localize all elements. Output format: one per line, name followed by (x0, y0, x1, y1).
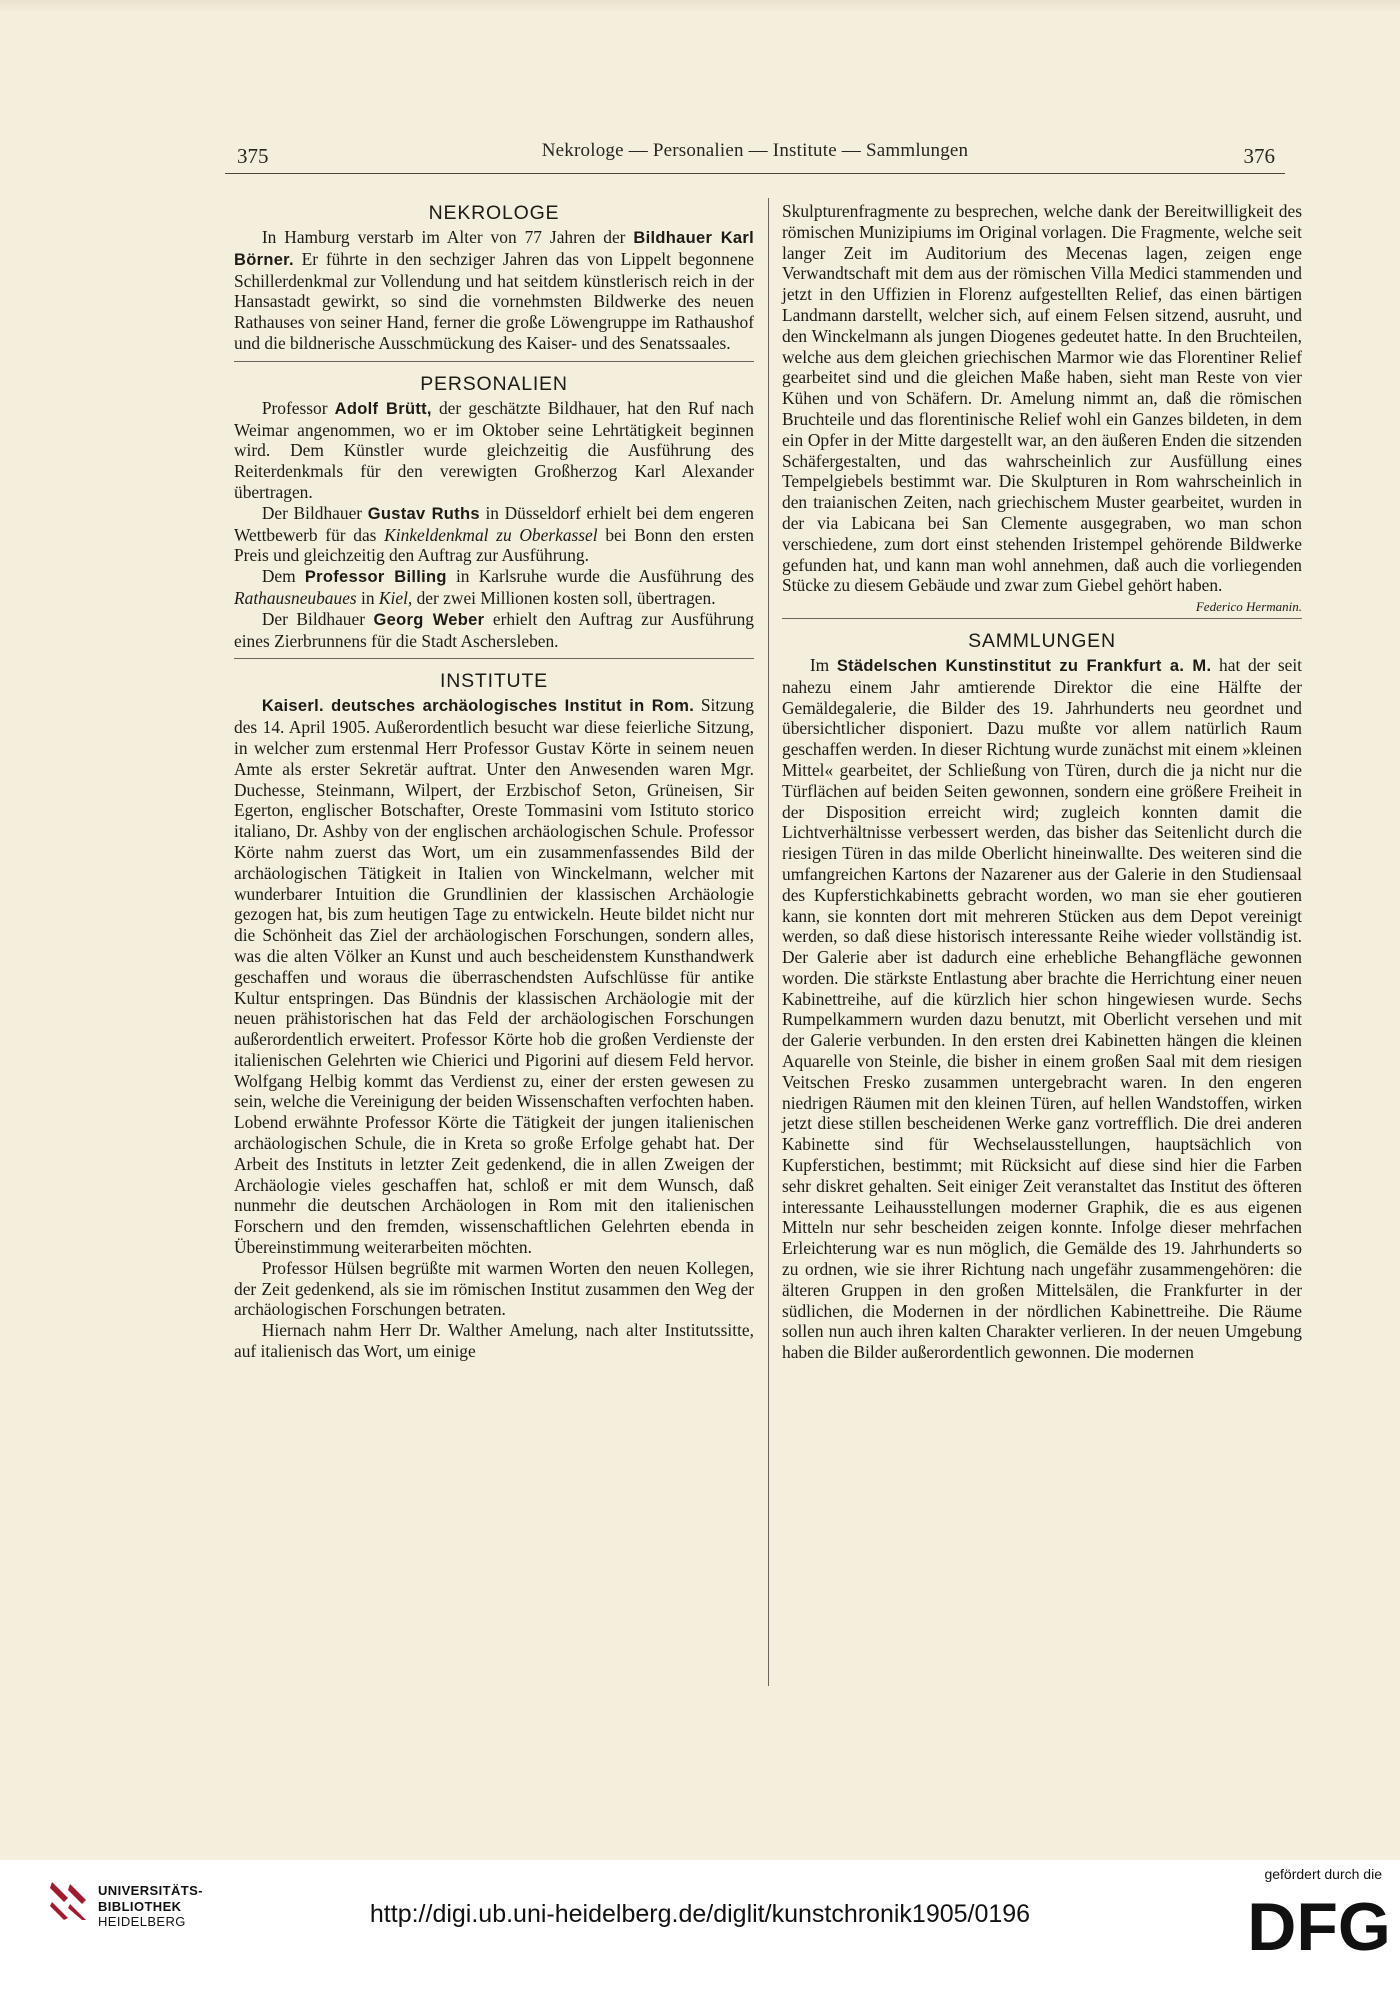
nekrologe-paragraph (234, 227, 754, 354)
right-column (782, 201, 1302, 1363)
person-name: Gustav Ruths (367, 504, 480, 523)
running-header (225, 138, 1285, 174)
sammlungen-paragraph (782, 655, 1302, 1363)
section-rule (234, 658, 754, 659)
column-divider (768, 198, 769, 1686)
text-run: Skulpturenfragmente zu besprechen, welche dank der Bereitwilligkeit des römischen Munizipiums im Original vorlagen. Die Fragmente, welche seit langer Zeit im Auditorium des Mecenas lagen, zeigen enge Verwandtschaft mit dem aus der römischen Villa Medici stammenden und jetzt in den Uffizien in Florenz aufgestellten Relief, das einen bärtigen Landmann darstellt, welcher sich, auf einem Felsen sitzend, ausruht, und den Winckelmann als jungen Diogenes gedeutet hatte. In den Bruchteilen, welche aus dem gleichen griechischen Marmor wie das Florentiner Relief gearbeitet sind und die gleichen Maße haben, sieht man Reste von vier Kühen und von Schäfern. Dr. Amelung nimmt an, daß die römischen Bruchteile und das florentinische Relief wohl ein Ganzes bildeten, in dem ein Opfer in der Mitte dargestellt war, an den äußeren Enden die sitzenden Schäfergestalten, und das wahrscheinlich zur Ausfüllung eines Tempelgiebels bestimmt war. Die Skulpturen in Rom wahrscheinlich in den traianischen Zeiten, nach griechischem Muster gearbeitet, wurden in der via Labicana bei San Clemente ausgegraben, wo man schon verschiedene, zum dort einst stehenden Iristempel gehörende Bildwerke gefunden hat, und kann man wohl annehmen, daß auch die vorliegenden Stücke zu diesem Gebäude und zwar zum Giebel gehört haben. (782, 201, 1302, 596)
header-rule (225, 173, 1285, 174)
text-run: der geschätzte Bildhauer, hat den Ruf nach Weimar angenommen, wo er im Oktober seine Lehrtätigkeit beginnen wird. Dem Künstler wurde gleichzeitig die Ausführung des Reiterdenkmals für den verewigten Großherzog Karl Alexander übertragen. (234, 397, 754, 502)
text-run: in Karlsruhe wurde die Ausführung des (446, 566, 755, 587)
dfg-logo-icon (1247, 1886, 1391, 1965)
person-name: Bildhauer Karl Börner. (234, 229, 754, 269)
page-edge-shadow (0, 0, 1400, 12)
personalien-paragraph-3 (234, 566, 754, 609)
text-run: erhielt den Auftrag zur Ausführung eines Zierbrunnens für die Stadt Aschersleben. (234, 608, 754, 651)
text-run: bei Bonn den ersten Preis und gleichzeitig den Auftrag zur Ausführung. (234, 524, 754, 566)
section-heading-personalien: PERSONALIEN (420, 372, 568, 395)
text-run: in (356, 587, 379, 608)
page-number-right: 376 (1243, 144, 1275, 168)
text-run: Im (809, 654, 837, 675)
section-heading-nekrologe: NEKROLOGE (428, 202, 560, 224)
person-name: Professor Billing (304, 568, 447, 587)
personalien-paragraph-2 (234, 503, 754, 566)
person-name: Georg Weber (373, 610, 485, 629)
text-run: hat der seit nahezu einem Jahr amtierende Direktor die eine Hälfte der Gemäldegalerie, die Bilder des 19. Jahrhunderts neu geordnet und übersichtlicher disponiert. Dazu mußte vor allem natürlich Raum geschaffen werden. In dieser Richtung wurde zunächst mit einem »kleinen Mittel« gearbeitet, der Schließung von Türen, durch die ja nicht nur die Türflächen auf beiden Seiten gewonnen, sondern eine größere Freiheit in der Disposition erreicht wird; zugleich konnten damit die Lichtverhältnisse verbessert werden, das bisher das Seitenlicht durch die riesigen Türen in das milde Oberlicht hineinwallte. Des weiteren sind die umfangreichen Kartons der Nazarener aus der Galerie in den Studiensaal des Kupferstichkabinetts gebracht worden, wo man sie eher goutieren kann, sie konnten dort mit mehreren Stücken aus dem Depot vereinigt werden, so daß diese historisch interessante Reihe wieder vollständig ist. Der Galerie aber ist dadurch eine erhebliche Behangfläche gewonnen worden. Die stärkste Entlastung aber brachte die Herrichtung einer neuen Kabinettreihe, auf die kürzlich hier schon hingewiesen wurde. Sechs Rumpelkammern wurden dazu benutzt, mit Oberlicht versehen und mit der Galerie verbunden. In den ersten drei Kabinetten hängen die kleinen Aquarelle von Steinle, die bisher in einem großen Saal mit dem riesigen Veitschen Fresko zusammen untergebracht waren. In den engeren niedrigen Räumen mit den kleinen Türen, auf hellen Wandstoffen, wirken jetzt diese stillen bescheidenen Werke ganz vortrefflich. Die drei anderen Kabinette sind für Wechselausstellungen, hauptsächlich von Kupferstichen, bestimmt; mit Rücksicht auf diese sind hier die Farben sehr diskret gehalten. Seit einiger Zeit veranstaltet das Institut des öfteren interessante Leihausstellungen moderner Graphik, die es aus eigenen Mitteln nur sehr bescheiden zeigen konnte. Infolge dieser mehrfachen Erleichterung war es nun möglich, die Gemälde des 19. Jahrhunderts so zu ordnen, wie sie ihrer Richtung nach ungefähr zusammengehören: die älteren Gruppen in den großen Mittelsälen, die Frankfurter in der südlichen, die Modernen in der nördlichen Kabinettreihe. Die Räume sollen nun auch ihren kalten Charakter verlieren. In der neuen Umgebung haben die Bilder außerordentlich gewonnen. Die modernen (782, 654, 1302, 1363)
dfg-logo-text: DFG (1247, 1889, 1391, 1965)
personalien-paragraph-1 (234, 398, 754, 503)
library-name-line: HEIDELBERG (98, 1914, 186, 1929)
institution-name: Städelschen Kunstinstitut zu Frankfurt a. M. (836, 656, 1212, 675)
personalien-paragraph-4 (234, 609, 754, 652)
institute-paragraph-1 (234, 695, 754, 1258)
italic-run: Kiel, (378, 587, 413, 608)
permalink-url[interactable]: http://digi.ub.uni-heidelberg.de/diglit/kunstchronik1905/0196 (369, 1900, 1031, 1928)
text-run: der zwei Millionen kosten soll, übertragen. (412, 587, 716, 608)
library-name-line: UNIVERSITÄTS- (98, 1883, 203, 1898)
italic-run: Rathausneubaues (234, 587, 357, 608)
author-signature: Federico Hermanin. (1195, 599, 1302, 615)
running-title: Nekrologe — Personalien — Institute — Sammlungen (541, 140, 969, 161)
section-rule (782, 618, 1302, 619)
italic-run: Kinkeldenkmal zu Oberkassel (384, 524, 598, 545)
funded-by-label: gefördert durch die (1264, 1866, 1382, 1882)
text-run: Der Bildhauer (261, 502, 368, 523)
person-name: Adolf Brütt, (334, 399, 432, 418)
section-heading-sammlungen: SAMMLUNGEN (968, 629, 1116, 652)
institute-paragraph-2: Professor Hülsen begrüßte mit warmen Worten den neuen Kollegen, der Zeit gedenkend, als sie im römischen Institut zusammen den Weg der archäologischen Forschungen betraten. (234, 1257, 754, 1320)
section-heading-institute: INSTITUTE (440, 670, 548, 693)
text-run: Der Bildhauer (261, 608, 374, 629)
section-rule (234, 361, 754, 362)
text-run: Professor (261, 397, 335, 418)
text-run: Er führte in den sechziger Jahren das von Lippelt begonnene Schillerdenkmal zur Vollendung und hat seitdem künstlerisch reich in der Hansastadt gewirkt, so sind die vornehmsten Bildwerke des neuen Rathauses von seiner Hand, ferner die große Löwengruppe im Rathaushof und die bildnerische Ausschmückung des Kaiser- und des Senatssaales. (234, 248, 754, 353)
left-column (234, 200, 754, 1362)
text-run: Sitzung des 14. April 1905. Außerordentlich besucht war diese feierliche Sitzung, in welcher zum erstenmal Herr Professor Gustav Körte in seinem neuen Amte als erster Sekretär auftrat. Unter den Anwesenden waren Mgr. Duchesse, Steinmann, Wilpert, der Erzbischof Seton, Grüneisen, Sir Egerton, englischer Botschafter, Oreste Tommasini vom Istituto storico italiano, Dr. Ashby von der englischen archäologischen Schule. Professor Körte nahm zuerst das Wort, um ein zusammenfassendes Bild der archäologischen Tätigkeit in Italien von Winckelmann, welcher mit wunderbarer Intuition die Grundlinien der klassischen Archäologie gezogen hat, bis zum heutigen Tage zu entwickeln. Heute bildet nicht nur die Schönheit das Ziel der archäologischen Forschungen, sondern alles, was die alten Völker an Kunst und auch bescheidenstem Kunsthandwerk geschaffen und woraus die überraschendsten Aufschlüsse für antike Kultur entspringen. Das Bündnis der klassischen Archäologie mit der neuen prähistorischen hat das Feld der archäologischen Forschungen außerordentlich erweitert. Professor Körte hob die großen Verdienste der italienischen Gelehrten wie Chierici und Pigorini auf diesem Feld hervor. Wolfgang Helbig kommt das Verdienst zu, einer der ersten gewesen zu sein, welche die Vereinigung der beiden Wissenschaften verfochten haben. Lobend erwähnte Professor Körte die Tätigkeit der jungen italienischen archäologischen Schule, die in Kreta so große Erfolge gehabt hat. Der Arbeit des Instituts in letzter Zeit gedenkend, die in allen Zweigen der Archäologie vieles geschaffen hat, schloß er mit dem Wunsch, daß nunmehr die deutschen Archäologen in Rom mit den italienischen Forschern und den fremden, wissenschaftlichen Gelehrten ebenda in Übereinstimmung weiterarbeiten möchten. (234, 695, 754, 1258)
page-number-left: 375 (237, 144, 269, 168)
institution-name: Kaiserl. deutsches archäologisches Institut in Rom. (261, 697, 695, 716)
institute-continuation (782, 201, 1302, 615)
text-run: in Düsseldorf erhielt bei dem engeren Wettbewerb für das (234, 502, 754, 545)
library-name-line: BIBLIOTHEK (98, 1898, 182, 1914)
institute-paragraph-3: Hiernach nahm Herr Dr. Walther Amelung, nach alter Institutssitte, auf italienisch das Wort, um einige (234, 1320, 754, 1362)
text-run: In Hamburg verstarb im Alter von 77 Jahren der (261, 227, 634, 247)
text-run: Dem (261, 566, 305, 587)
